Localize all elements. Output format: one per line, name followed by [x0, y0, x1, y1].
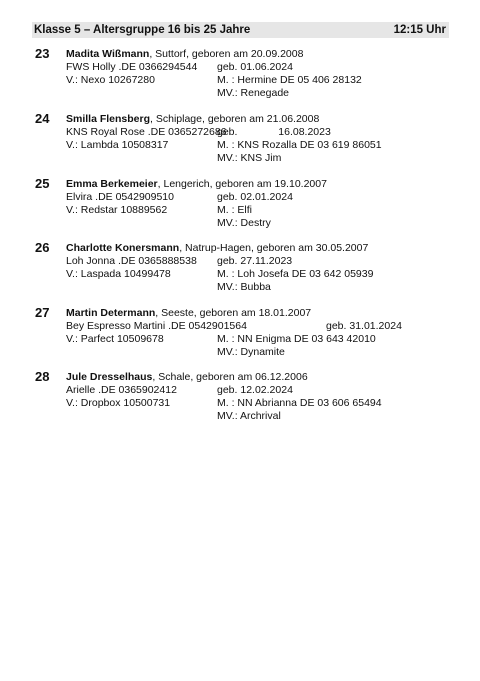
- dam: M. : KNS Rozalla DE 03 619 86051: [217, 139, 382, 151]
- horse-name: Arielle .DE 0365902412: [66, 384, 177, 396]
- horse-name: Bey Espresso Martini .DE 0542901564: [66, 320, 247, 332]
- rider-details: , Suttorf, geboren am 20.09.2008: [149, 48, 304, 60]
- dam: M. : NN Enigma DE 03 643 42010: [217, 333, 376, 345]
- entry-27: [0, 306, 480, 370]
- rider-line: [66, 178, 327, 191]
- entry-23: [0, 47, 480, 111]
- rider-name: Emma Berkemeier: [66, 178, 158, 190]
- entry-number: 23: [35, 46, 50, 61]
- dam: M. : NN Abrianna DE 03 606 65494: [217, 397, 382, 409]
- entry-number: 26: [35, 240, 50, 255]
- rider-line: [66, 113, 319, 126]
- sire: V.: Dropbox 10500731: [66, 397, 171, 409]
- horse-birthdate: geb. 27.11.2023: [217, 255, 293, 267]
- rider-name: Jule Dresselhaus: [66, 371, 153, 383]
- dam-sire: MV.: KNS Jim: [217, 152, 282, 164]
- horse-birthdate: geb. 16.08.2023: [217, 126, 331, 138]
- sire: V.: Parfect 10509678: [66, 333, 164, 345]
- dam: M. : Loh Josefa DE 03 642 05939: [217, 268, 374, 280]
- entry-28: [0, 370, 480, 434]
- dam-sire: MV.: Bubba: [217, 281, 271, 293]
- horse-name: Loh Jonna .DE 0365888538: [66, 255, 197, 267]
- dam: M. : Elfi: [217, 204, 253, 216]
- class-title: Klasse 5 – Altersgruppe 16 bis 25 Jahre: [34, 24, 251, 36]
- rider-name: Martin Determann: [66, 307, 156, 319]
- sire: V.: Lambda 10508317: [66, 139, 169, 151]
- horse-birthdate: geb. 01.06.2024: [217, 61, 293, 73]
- rider-details: , Lengerich, geboren am 19.10.2007: [157, 178, 327, 190]
- class-header: [32, 22, 449, 38]
- entry-24: [0, 112, 480, 176]
- rider-line: [66, 242, 368, 255]
- sire: V.: Nexo 10267280: [66, 74, 155, 86]
- dam-sire: MV.: Destry: [217, 217, 271, 229]
- horse-name: KNS Royal Rose .DE 0365272686: [66, 126, 227, 138]
- entry-number: 25: [35, 176, 50, 191]
- entry-26: [0, 241, 480, 305]
- dam-sire: MV.: Dynamite: [217, 346, 285, 358]
- rider-line: [66, 307, 311, 320]
- rider-line: [66, 48, 303, 61]
- dam-sire: MV.: Renegade: [217, 87, 289, 99]
- rider-name: Madita Wißmann: [66, 48, 150, 60]
- horse-name: FWS Holly .DE 0366294544: [66, 61, 198, 73]
- dam: M. : Hermine DE 05 406 28132: [217, 74, 362, 86]
- horse-name: Elvira .DE 0542909510: [66, 191, 174, 203]
- entry-number: 27: [35, 305, 50, 320]
- rider-details: , Seeste, geboren am 18.01.2007: [155, 307, 312, 319]
- rider-details: , Schiplage, geboren am 21.06.2008: [150, 113, 320, 125]
- rider-name: Charlotte Konersmann: [66, 242, 180, 254]
- sire: V.: Redstar 10889562: [66, 204, 168, 216]
- rider-details: , Natrup-Hagen, geboren am 30.05.2007: [179, 242, 369, 254]
- entry-number: 24: [35, 111, 50, 126]
- entry-25: [0, 177, 480, 241]
- rider-line: [66, 371, 308, 384]
- horse-birthdate: geb. 02.01.2024: [217, 191, 293, 203]
- horse-birthdate: geb. 12.02.2024: [217, 384, 293, 396]
- rider-details: , Schale, geboren am 06.12.2006: [152, 371, 308, 383]
- sire: V.: Laspada 10499478: [66, 268, 171, 280]
- start-time: 12:15 Uhr: [393, 24, 446, 36]
- dam-sire: MV.: Archrival: [217, 410, 281, 422]
- rider-name: Smilla Flensberg: [66, 113, 151, 125]
- entry-number: 28: [35, 369, 50, 384]
- horse-birthdate: geb. 31.01.2024: [326, 320, 402, 332]
